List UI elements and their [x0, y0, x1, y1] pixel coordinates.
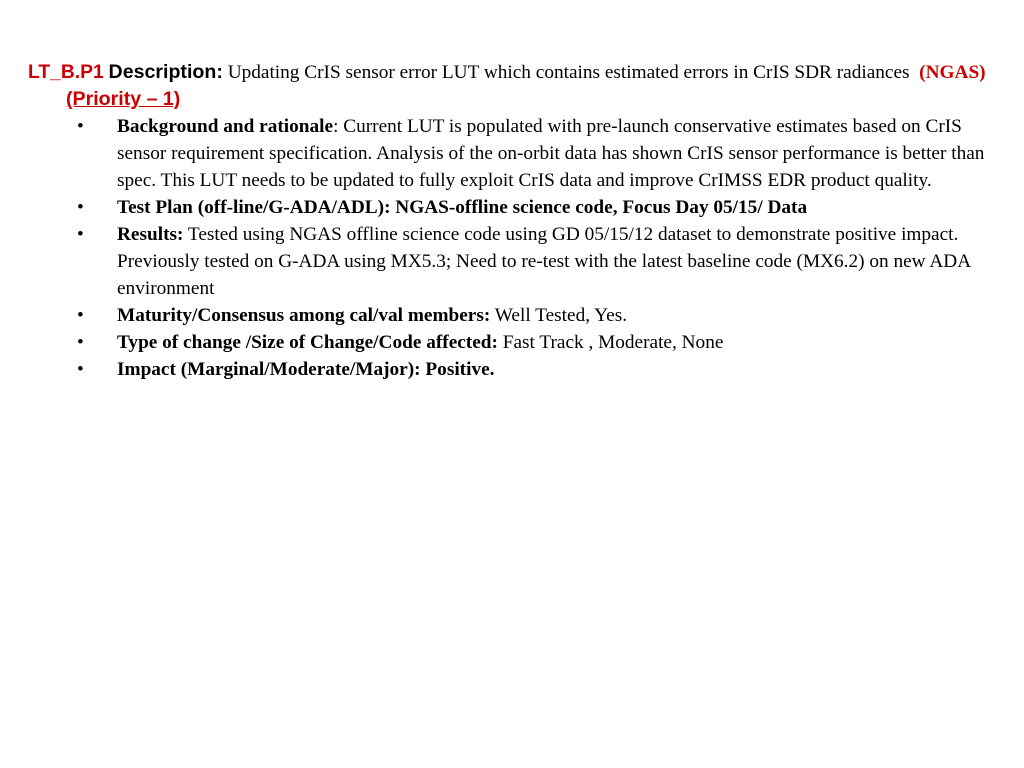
description-label: Description:: [108, 61, 223, 83]
bullet-icon: •: [77, 332, 84, 353]
bullet-text: : Current LUT is populated with pre-launch conservative estimates based on CrIS sensor requirement specification. Analysis of the on-orbit data has shown CrIS sensor performance is better than spec. This LUT needs to be updated to fully exploit CrIS data and improve CrIMSS EDR product quality.: [117, 116, 985, 191]
bullet-list: [0, 113, 1000, 383]
bullet-impact: [0, 356, 1000, 383]
description-text: Updating CrIS sensor error LUT which contains estimated errors in CrIS SDR radiances: [227, 62, 910, 83]
priority-tag: (Priority – 1): [66, 88, 181, 110]
bullet-maturity: [0, 302, 1000, 329]
item-code: LT_B.P1: [28, 62, 104, 83]
bullet-label: Impact (Marginal/Moderate/Major): Positive.: [117, 359, 495, 380]
bullet-label: Background and rationale: [117, 116, 334, 137]
description-paragraph: [28, 59, 1024, 113]
bullet-background: [0, 113, 1000, 194]
bullet-icon: •: [77, 197, 84, 218]
bullet-icon: •: [77, 224, 84, 245]
bullet-icon: •: [77, 305, 84, 326]
bullet-type-of-change: [0, 329, 1000, 356]
bullet-text: Tested using NGAS offline science code using GD 05/15/12 dataset to demonstrate positive impact. Previously tested on G-ADA using MX5.3; Need to re-test with the latest baseline code (MX6.2) on new ADA environment: [117, 224, 971, 299]
bullet-label: Results:: [117, 224, 184, 245]
bullet-label: Maturity/Consensus among cal/val members:: [117, 305, 491, 326]
bullet-results: [0, 221, 1000, 302]
bullet-label: Type of change /Size of Change/Code affected:: [117, 332, 498, 353]
org-tag: (NGAS): [919, 62, 986, 83]
bullet-icon: •: [77, 116, 84, 137]
bullet-label: Test Plan (off-line/G-ADA/ADL): NGAS-offline science code, Focus Day 05/15/ Data: [117, 197, 808, 218]
bullet-text: Fast Track , Moderate, None: [497, 332, 724, 353]
bullet-test-plan: [0, 194, 1000, 221]
bullet-icon: •: [77, 359, 84, 380]
bullet-text: Well Tested, Yes.: [490, 305, 628, 326]
